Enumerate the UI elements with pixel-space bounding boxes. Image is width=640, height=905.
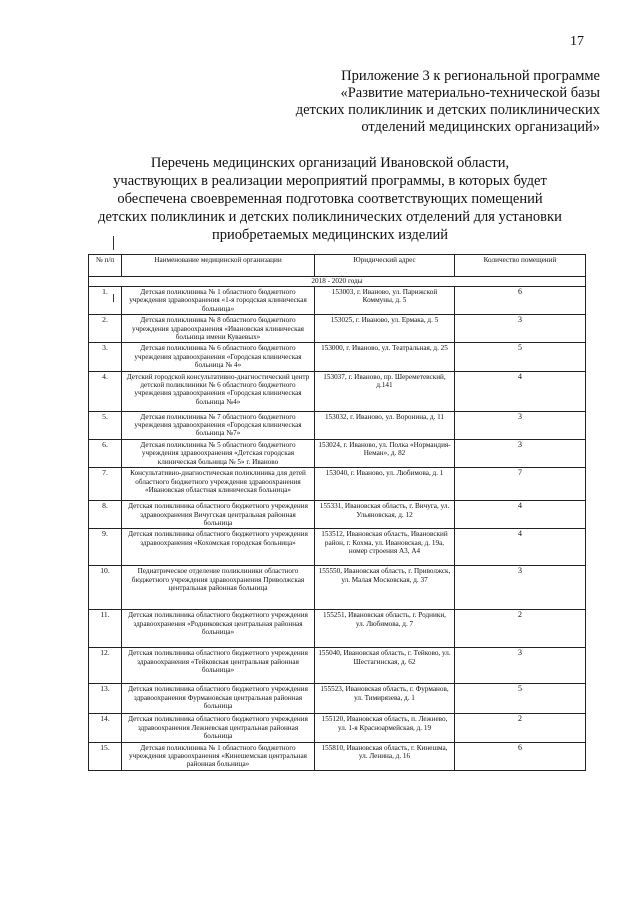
legal-address: 155040, Ивановская область, г. Тейково, ул. Шестагинская, д. 62 bbox=[315, 648, 455, 684]
legal-address: 153037, г. Иваново, пр. Шереметевский, д.141 bbox=[315, 371, 455, 411]
organization-name: Детская поликлиника областного бюджетного учреждения здравоохранения «Кохомская городская больница» bbox=[122, 529, 315, 566]
room-count: 7 bbox=[455, 468, 586, 501]
appendix-line: «Развитие материально-технической базы bbox=[340, 85, 600, 101]
header-address: Юридический адрес bbox=[315, 255, 455, 277]
room-count: 3 bbox=[455, 648, 586, 684]
room-count: 5 bbox=[455, 343, 586, 371]
table-row bbox=[89, 714, 586, 742]
title-line: приобретаемых медицинских изделий bbox=[211, 227, 448, 243]
appendix-line: Приложение 3 к региональной программе bbox=[341, 68, 600, 84]
organization-name: Детская поликлиника № 1 областного бюджетного учреждения здравоохранения «Кинешемская центральная районная больница» bbox=[122, 742, 315, 770]
header-count: Количество помещений bbox=[455, 255, 586, 277]
table-row bbox=[89, 566, 586, 610]
title-line: участвующих в реализации мероприятий программы, в которых будет bbox=[113, 173, 547, 189]
room-count: 6 bbox=[455, 287, 586, 315]
room-count: 3 bbox=[455, 315, 586, 343]
room-count: 4 bbox=[455, 501, 586, 529]
organization-name: Детская поликлиника областного бюджетного учреждения здравоохранения Лежневская центральная районная больница bbox=[122, 714, 315, 742]
row-number: 8. bbox=[89, 501, 122, 529]
table-row bbox=[89, 315, 586, 343]
table-row bbox=[89, 371, 586, 411]
organization-name: Детская поликлиника № 6 областного бюджетного учреждения здравоохранения «Городская клиническая больница № 4» bbox=[122, 343, 315, 371]
appendix-line: отделений медицинских организаций» bbox=[361, 119, 600, 135]
scan-mark bbox=[113, 236, 114, 250]
table-row bbox=[89, 468, 586, 501]
row-number: 5. bbox=[89, 411, 122, 439]
table-row bbox=[89, 411, 586, 439]
room-count: 4 bbox=[455, 529, 586, 566]
row-number: 4. bbox=[89, 371, 122, 411]
row-number: 15. bbox=[89, 742, 122, 770]
organizations-table bbox=[88, 254, 586, 771]
organization-name: Детская поликлиника № 8 областного бюджетного учреждения здравоохранения «Ивановская клиническая больница имени Куваевых» bbox=[122, 315, 315, 343]
organization-name: Консультативно-диагностическая поликлиника для детей областного бюджетного учреждения здравоохранения «Ивановская областная клиническая больница» bbox=[122, 468, 315, 501]
row-number: 3. bbox=[89, 343, 122, 371]
room-count: 4 bbox=[455, 371, 586, 411]
organization-name: Детская поликлиника областного бюджетного учреждения здравоохранения «Родниковская центральная районная больница» bbox=[122, 610, 315, 648]
table-row bbox=[89, 287, 586, 315]
legal-address: 153512, Ивановская область, Ивановский район, г. Кохма, ул. Ивановская, д. 19а, номер строения А3, А4 bbox=[315, 529, 455, 566]
table-row bbox=[89, 343, 586, 371]
room-count: 3 bbox=[455, 411, 586, 439]
table-row bbox=[89, 648, 586, 684]
row-number: 9. bbox=[89, 529, 122, 566]
title-line: обеспечена своевременная подготовка соответствующих помещений bbox=[117, 191, 543, 207]
document-title bbox=[80, 154, 580, 244]
room-count: 5 bbox=[455, 684, 586, 714]
page-number: 17 bbox=[570, 34, 584, 49]
legal-address: 155251, Ивановская область, г. Родники, ул. Любимова, д. 7 bbox=[315, 610, 455, 648]
period-label: 2018 - 2020 годы bbox=[89, 277, 586, 287]
organization-name: Педиатрическое отделение поликлиники областного бюджетного учреждения здравоохранения Приволжская центральная районная больница bbox=[122, 566, 315, 610]
legal-address: 155331, Ивановская область, г. Вичуга, ул. Ульяновская, д. 12 bbox=[315, 501, 455, 529]
row-number: 14. bbox=[89, 714, 122, 742]
table-header-row bbox=[89, 255, 586, 277]
legal-address: 153000, г. Иваново, ул. Театральная, д. 25 bbox=[315, 343, 455, 371]
table-row bbox=[89, 501, 586, 529]
organization-name: Детская поликлиника № 5 областного бюджетного учреждения здравоохранения «Детская городская клиническая больница № 5» г. Иваново bbox=[122, 439, 315, 467]
organization-name: Детская поликлиника № 1 областного бюджетного учреждения здравоохранения «1-я городская клиническая больница» bbox=[122, 287, 315, 315]
room-count: 3 bbox=[455, 439, 586, 467]
organization-name: Детская поликлиника областного бюджетного учреждения здравоохранения Вичугская центральная районная больница bbox=[122, 501, 315, 529]
room-count: 6 bbox=[455, 742, 586, 770]
room-count: 2 bbox=[455, 610, 586, 648]
row-number: 11. bbox=[89, 610, 122, 648]
row-number: 12. bbox=[89, 648, 122, 684]
legal-address: 153032, г. Иваново, ул. Воронина, д. 11 bbox=[315, 411, 455, 439]
organization-name: Детская поликлиника областного бюджетного учреждения здравоохранения Фурмановская центральная районная больница bbox=[122, 684, 315, 714]
legal-address: 153040, г. Иваново, ул. Любимова, д. 1 bbox=[315, 468, 455, 501]
row-number: 1. bbox=[89, 287, 122, 315]
row-number: 7. bbox=[89, 468, 122, 501]
title-line: детских поликлиник и детских поликлинических отделений для установки bbox=[98, 209, 562, 225]
table-row bbox=[89, 742, 586, 770]
row-number: 10. bbox=[89, 566, 122, 610]
organization-name: Детский городской консультативно-диагностический центр детской поликлиники № 6 областного бюджетного учреждения здравоохранения «Городская клиническая больница №4» bbox=[122, 371, 315, 411]
appendix-caption bbox=[180, 68, 600, 136]
legal-address: 155120, Ивановская область, п. Лежнево, ул. 1-я Красноармейская, д. 19 bbox=[315, 714, 455, 742]
period-row bbox=[89, 277, 586, 287]
row-number: 6. bbox=[89, 439, 122, 467]
table-row bbox=[89, 529, 586, 566]
header-name: Наименование медицинской организации bbox=[122, 255, 315, 277]
table-row bbox=[89, 610, 586, 648]
legal-address: 153024, г. Иваново, ул. Полка «Нормандия-Неман», д. 82 bbox=[315, 439, 455, 467]
room-count: 2 bbox=[455, 714, 586, 742]
legal-address: 153003, г. Иваново, ул. Парижской Коммуны, д. 5 bbox=[315, 287, 455, 315]
legal-address: 153025, г. Иваново, ул. Ермака, д. 5 bbox=[315, 315, 455, 343]
organization-name: Детская поликлиника областного бюджетного учреждения здравоохранения «Тейковская центральная районная больница» bbox=[122, 648, 315, 684]
row-number: 2. bbox=[89, 315, 122, 343]
organization-name: Детская поликлиника № 7 областного бюджетного учреждения здравоохранения «Городская клиническая больница №7» bbox=[122, 411, 315, 439]
title-line: Перечень медицинских организаций Ивановской области, bbox=[150, 155, 510, 171]
header-num: № п/п bbox=[89, 255, 122, 277]
room-count: 3 bbox=[455, 566, 586, 610]
row-number: 13. bbox=[89, 684, 122, 714]
legal-address: 155550, Ивановская область, г. Приволжск, ул. Малая Московская, д. 37 bbox=[315, 566, 455, 610]
table-row bbox=[89, 684, 586, 714]
legal-address: 155523, Ивановская область, г. Фурманов, ул. Тимирязева, д. 1 bbox=[315, 684, 455, 714]
legal-address: 155810, Ивановская область, г. Кинешма, ул. Ленина, д. 16 bbox=[315, 742, 455, 770]
appendix-line: детских поликлиник и детских поликлинических bbox=[295, 102, 600, 118]
table-row bbox=[89, 439, 586, 467]
